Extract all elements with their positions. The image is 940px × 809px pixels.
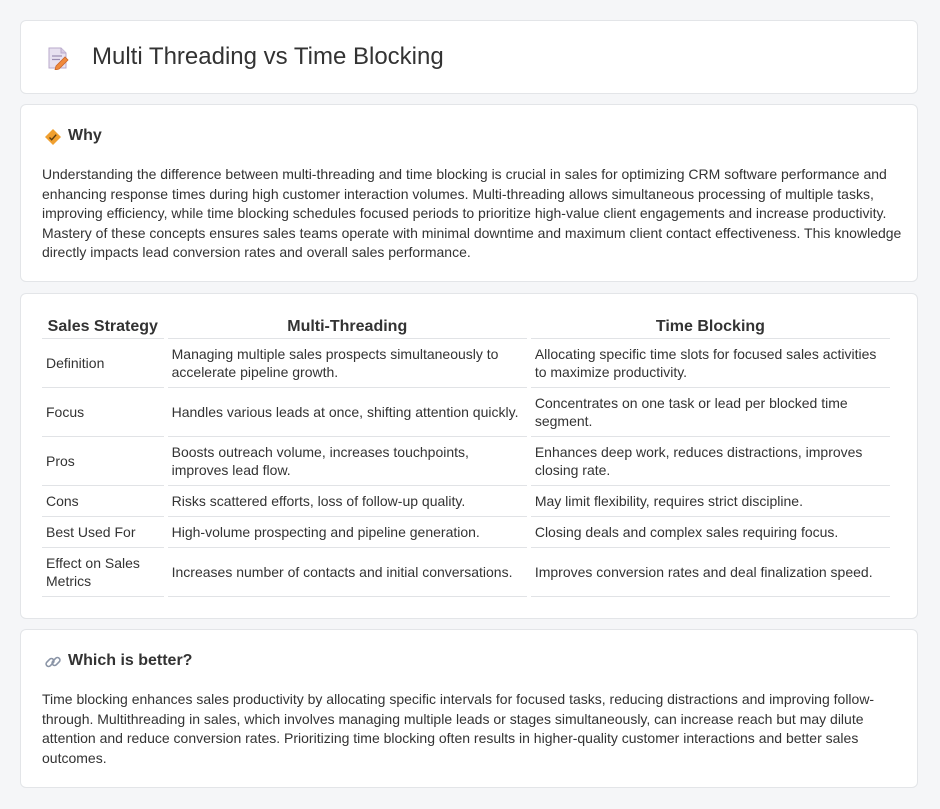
diamond-warning-icon <box>44 128 62 146</box>
time-blocking-cell: Improves conversion rates and deal finalization speed. <box>531 548 890 597</box>
comparison-section <box>20 293 918 619</box>
table-header-row <box>42 314 890 339</box>
better-heading: Which is better? <box>68 652 193 669</box>
why-heading: Why <box>68 127 102 144</box>
multi-threading-cell: Increases number of contacts and initial conversations. <box>168 548 527 597</box>
row-label: Focus <box>42 388 164 437</box>
title-card <box>20 20 918 94</box>
header-sales-strategy: Sales Strategy <box>42 314 164 339</box>
row-label: Pros <box>42 437 164 486</box>
table-row <box>42 486 890 517</box>
table-row <box>42 339 890 388</box>
table-row <box>42 517 890 548</box>
row-label: Cons <box>42 486 164 517</box>
multi-threading-cell: High-volume prospecting and pipeline generation. <box>168 517 527 548</box>
time-blocking-cell: Closing deals and complex sales requiring focus. <box>531 517 890 548</box>
page-title: Multi Threading vs Time Blocking <box>92 43 444 70</box>
why-text: Understanding the difference between multi-threading and time blocking is crucial in sales for optimizing CRM software performance and enhancing response times during high customer interaction volumes. Multi-threading allows simultaneous processing of multiple tasks, improving efficiency, while time blocking schedules focused periods to prioritize high-value client engagements and increase productivity. Mastery of these concepts ensures sales teams operate with minimal downtime and maximum client contact effectiveness. This knowledge directly impacts lead conversion rates and overall sales performance. <box>42 166 902 260</box>
table-row <box>42 388 890 437</box>
document-edit-icon <box>47 46 69 70</box>
time-blocking-cell: May limit flexibility, requires strict discipline. <box>531 486 890 517</box>
which-is-better-section <box>20 629 918 788</box>
why-section <box>20 104 918 282</box>
better-text: Time blocking enhances sales productivity by allocating specific intervals for focused tasks, reducing distractions and improving follow-through. Multithreading in sales, which involves managing multiple leads or stages simultaneously, can increase reach but may dilute attention and reduce conversion rates. Prioritizing time blocking often results in higher-quality customer interactions and better sales outcomes. <box>42 691 875 766</box>
row-label: Effect on Sales Metrics <box>42 548 164 597</box>
multi-threading-cell: Risks scattered efforts, loss of follow-up quality. <box>168 486 527 517</box>
multi-threading-cell: Managing multiple sales prospects simultaneously to accelerate pipeline growth. <box>168 339 527 388</box>
table-row <box>42 548 890 597</box>
multi-threading-cell: Handles various leads at once, shifting attention quickly. <box>168 388 527 437</box>
comparison-table <box>38 314 894 597</box>
row-label: Best Used For <box>42 517 164 548</box>
time-blocking-cell: Enhances deep work, reduces distractions, improves closing rate. <box>531 437 890 486</box>
time-blocking-cell: Allocating specific time slots for focused sales activities to maximize productivity. <box>531 339 890 388</box>
table-row <box>42 437 890 486</box>
multi-threading-cell: Boosts outreach volume, increases touchpoints, improves lead flow. <box>168 437 527 486</box>
row-label: Definition <box>42 339 164 388</box>
header-multi-threading: Multi-Threading <box>168 314 527 339</box>
header-time-blocking: Time Blocking <box>531 314 890 339</box>
link-icon <box>44 653 62 671</box>
time-blocking-cell: Concentrates on one task or lead per blocked time segment. <box>531 388 890 437</box>
